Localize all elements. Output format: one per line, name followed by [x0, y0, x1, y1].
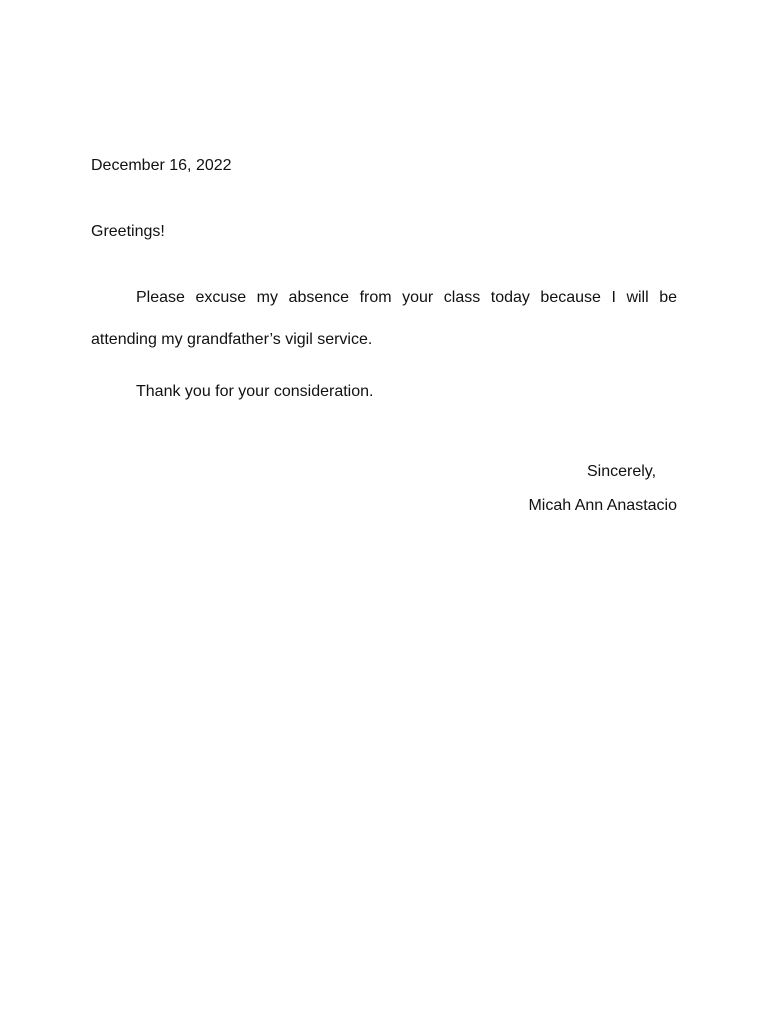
letter-greeting: Greetings!	[91, 223, 165, 240]
body-line-1: Please excuse my absence from your class today because I will be	[136, 289, 677, 306]
letter-thanks: Thank you for your consideration.	[136, 383, 374, 400]
letter-signature: Micah Ann Anastacio	[528, 497, 677, 514]
letter-closing: Sincerely,	[587, 463, 657, 480]
body-line-2: attending my grandfather’s vigil service.	[91, 331, 373, 348]
letter-body-paragraph	[91, 288, 677, 350]
letter-date: December 16, 2022	[91, 157, 232, 174]
